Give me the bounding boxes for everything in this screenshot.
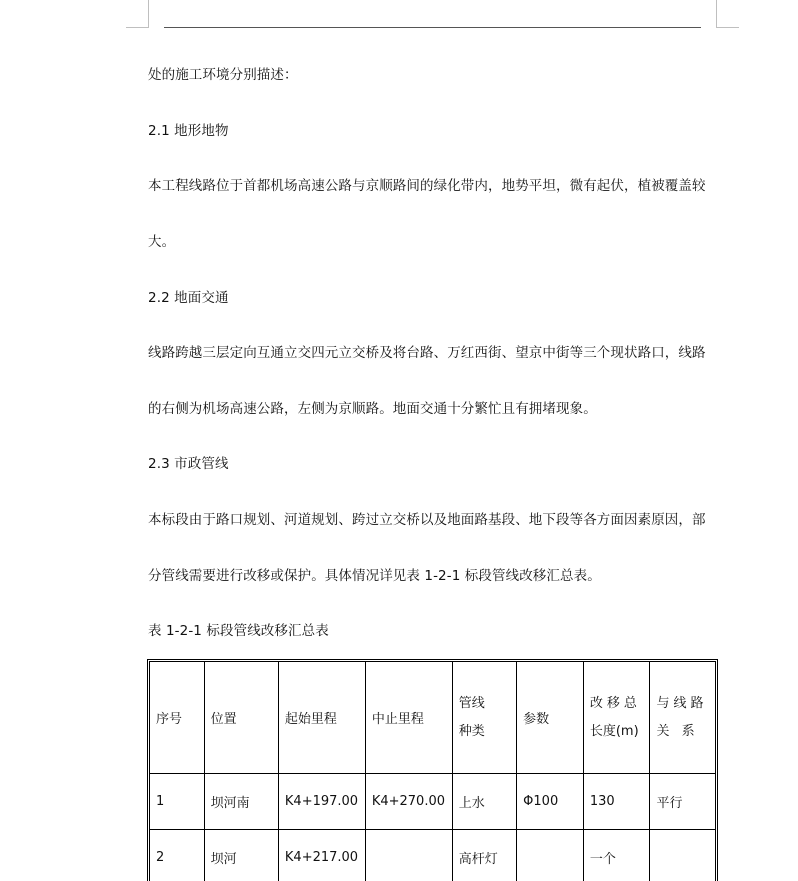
- cell-end-mileage: K4+270.00: [366, 774, 453, 830]
- header-relation-line1: 与线路: [656, 695, 708, 711]
- cell-parameter: Φ100: [517, 774, 584, 830]
- cell-length: 130: [584, 774, 651, 830]
- header-rule: [164, 27, 701, 28]
- heading-2-3: 2.3 市政管线: [148, 456, 229, 472]
- header-relation-line2: 关 系: [656, 723, 699, 739]
- heading-2-1: 2.1 地形地物: [148, 123, 229, 139]
- header-length-line2: 长度(m): [589, 723, 639, 739]
- header-no: 序号: [150, 662, 205, 774]
- cell-start-mileage: K4+197.00: [279, 774, 366, 830]
- cell-length: 一个: [584, 830, 651, 881]
- table-row: [150, 774, 715, 830]
- table-row: [150, 830, 715, 881]
- header-pipe-type-line2: 种类: [458, 723, 485, 739]
- header-location: 位置: [205, 662, 279, 774]
- cell-no: 1: [150, 774, 205, 830]
- crop-mark-top-right: [716, 0, 739, 28]
- header-length: [584, 662, 651, 774]
- cell-pipe-type: 高杆灯: [453, 830, 517, 881]
- cell-end-mileage: [366, 830, 453, 881]
- cell-relation: [650, 830, 715, 881]
- header-pipe-type: [453, 662, 517, 774]
- header-pipe-type-line1: 管线: [458, 695, 485, 711]
- paragraph-2-2-line1: 线路跨越三层定向互通立交四元立交桥及将台路、万红西街、望京中街等三个现状路口，线路: [148, 345, 706, 361]
- header-start-mileage: 起始里程: [279, 662, 366, 774]
- cell-location: 坝河: [205, 830, 279, 881]
- paragraph-2-1-line2: 大。: [148, 234, 176, 250]
- cell-parameter: [517, 830, 584, 881]
- cell-no: 2: [150, 830, 205, 881]
- paragraph-2-1-line1: 本工程线路位于首都机场高速公路与京顺路间的绿化带内，地势平坦，微有起伏，植被覆盖较: [148, 178, 706, 194]
- paragraph-2-3-line2: 分管线需要进行改移或保护。具体情况详见表 1-2-1 标段管线改移汇总表。: [148, 568, 601, 584]
- table-caption: 表 1-2-1 标段管线改移汇总表: [148, 623, 329, 639]
- table-header-row: [150, 662, 715, 774]
- paragraph-2-3-line1: 本标段由于路口规划、河道规划、跨过立交桥以及地面路基段、地下段等各方面因素原因，部: [148, 512, 706, 528]
- heading-2-2: 2.2 地面交通: [148, 290, 229, 306]
- pipeline-relocation-table: [147, 659, 718, 881]
- header-parameter: 参数: [517, 662, 584, 774]
- header-end-mileage: 中止里程: [366, 662, 453, 774]
- paragraph-2-2-line2: 的右侧为机场高速公路，左侧为京顺路。地面交通十分繁忙且有拥堵现象。: [148, 401, 597, 417]
- crop-mark-top-left: [126, 0, 149, 28]
- cell-start-mileage: K4+217.00: [279, 830, 366, 881]
- header-length-line1: 改移总: [589, 695, 641, 711]
- cell-pipe-type: 上水: [453, 774, 517, 830]
- cell-relation: 平行: [650, 774, 715, 830]
- cell-location: 坝河南: [205, 774, 279, 830]
- paragraph-intro: 处的施工环境分别描述：: [148, 67, 298, 83]
- header-relation: [650, 662, 715, 774]
